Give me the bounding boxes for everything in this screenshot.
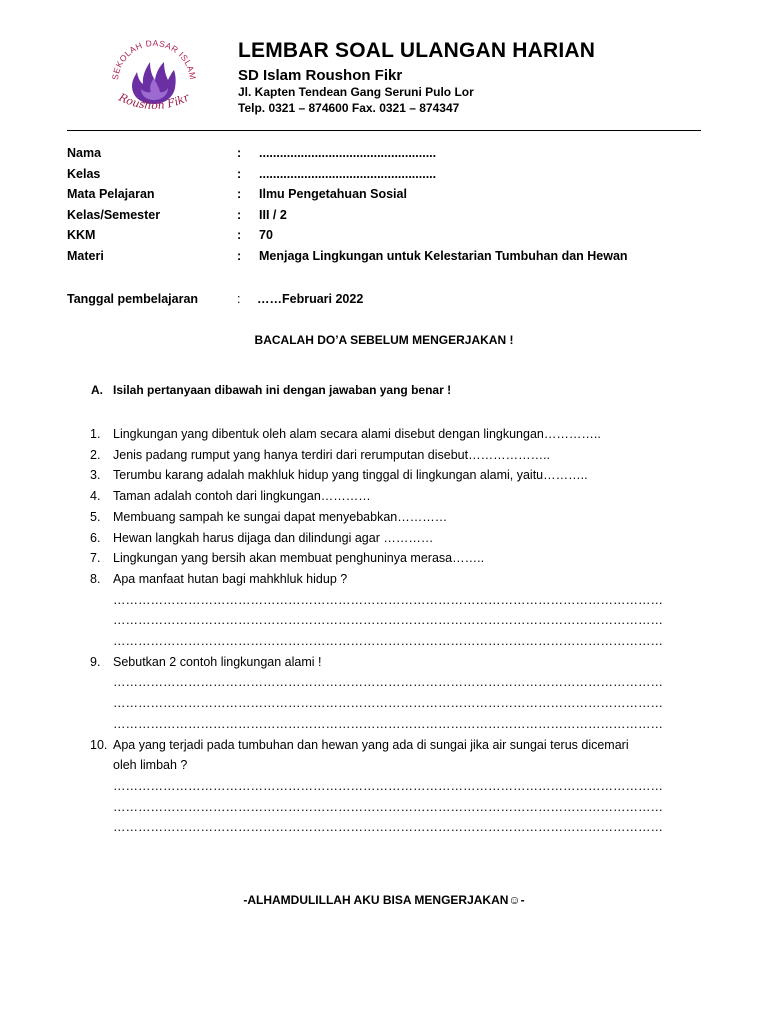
info-row-kelas [67,167,727,188]
info-row-nama [67,146,727,167]
info-label: Kelas [67,166,101,181]
info-value: 70 [259,228,273,243]
question-number: 8. [90,571,101,586]
info-label: Mata Pelajaran [67,187,155,202]
question-text: Terumbu karang adalah makhluk hidup yang tinggal di lingkungan alami, yaitu……….. [113,468,588,483]
info-colon: : [237,146,242,160]
closing-message: -ALHAMDULILLAH AKU BISA MENGERJAKAN☺- [243,893,525,907]
info-value: III / 2 [259,207,287,222]
question-number: 7. [90,551,101,566]
answer-line[interactable]: …………………………………………………………………………………………………………………… [113,778,663,793]
name-field[interactable]: ................................................... [259,146,437,160]
school-name: SD Islam Roushon Fikr [238,67,403,84]
class-field[interactable]: ................................................... [259,166,437,181]
question-text: Lingkungan yang bersih akan membuat penghuninya merasa…….. [113,551,485,566]
question-text: Lingkungan yang dibentuk oleh alam secara alami disebut dengan lingkungan………….. [113,427,601,441]
info-colon: : [237,248,242,263]
info-label: Kelas/Semester [67,207,161,222]
question-list [90,424,710,838]
question-number: 3. [90,468,101,483]
info-label: KKM [67,228,96,243]
answer-line[interactable]: …………………………………………………………………………………………………………………… [113,696,663,711]
info-label: Materi [67,248,104,263]
question-number: 1. [90,427,101,441]
answer-line[interactable]: …………………………………………………………………………………………………………………… [113,716,663,731]
question-item [90,486,710,507]
school-phone: Telp. 0321 – 874600 Fax. 0321 – 874347 [238,101,460,115]
question-text: Jenis padang rumput yang hanya terdiri dari rerumputan disebut……………….. [113,447,551,462]
question-text: Hewan langkah harus dijaga dan dilindungi agar ………… [113,530,434,545]
question-text: Membuang sampah ke sungai dapat menyebabkan………… [113,509,448,524]
info-value: Ilmu Pengetahuan Sosial [259,187,407,202]
info-value: Menjaga Lingkungan untuk Kelestarian Tumbuhan dan Hewan [259,248,628,263]
question-number: 9. [90,654,101,669]
header-divider [67,130,701,131]
school-logo [104,38,204,122]
question-item [90,507,710,528]
logo-script-text: Roushon Fikr [116,90,192,113]
question-item [90,735,710,839]
question-item [90,424,710,445]
answer-line[interactable]: …………………………………………………………………………………………………………………… [113,634,663,649]
info-colon: : [237,187,242,202]
info-colon: : [237,292,241,306]
info-row-kkm [67,228,727,249]
question-text: Taman adalah contoh dari lingkungan………… [113,489,371,504]
question-item [90,652,710,735]
answer-line[interactable]: …………………………………………………………………………………………………………………… [113,675,663,690]
answer-line[interactable]: …………………………………………………………………………………………………………………… [113,799,663,814]
question-number: 6. [90,530,101,545]
student-info [67,146,727,270]
answer-line[interactable]: …………………………………………………………………………………………………………………… [113,592,663,607]
section-letter: A. [91,383,103,397]
question-text: Apa manfaat hutan bagi mahkhluk hidup ? [113,571,348,586]
answer-line[interactable]: …………………………………………………………………………………………………………………… [113,613,663,628]
info-row-kelas-semester [67,208,727,229]
info-row-mata-pelajaran [67,187,727,208]
info-row-materi [67,249,727,270]
page-title: LEMBAR SOAL ULANGAN HARIAN [238,39,596,62]
question-number: 5. [90,509,101,524]
question-text-continued: oleh limbah ? [113,758,188,773]
question-text: Apa yang terjadi pada tumbuhan dan hewan yang ada di sungai jika air sungai terus dicemari [113,737,629,752]
question-text: Sebutkan 2 contoh lingkungan alami ! [113,654,322,669]
question-item [90,569,710,652]
info-label: Nama [67,146,102,160]
logo-arc-text: SEKOLAH DASAR ISLAM [109,38,199,81]
question-item [90,445,710,466]
info-colon: : [237,166,242,181]
question-item [90,548,710,569]
date-field[interactable]: ……Februari 2022 [257,292,364,306]
section-heading [91,383,451,397]
info-colon: : [237,228,242,243]
question-item [90,528,710,549]
info-colon: : [237,207,242,222]
question-number: 4. [90,489,101,504]
question-item [90,465,710,486]
question-number: 2. [90,447,101,462]
school-address: Jl. Kapten Tendean Gang Seruni Pulo Lor [238,85,474,99]
answer-line[interactable]: …………………………………………………………………………………………………………………… [113,820,663,835]
section-text: Isilah pertanyaan dibawah ini dengan jawaban yang benar ! [113,383,452,397]
info-label: Tanggal pembelajaran [67,292,199,306]
question-number: 10. [90,737,108,752]
prayer-instruction: BACALAH DO’A SEBELUM MENGERJAKAN ! [254,333,514,347]
